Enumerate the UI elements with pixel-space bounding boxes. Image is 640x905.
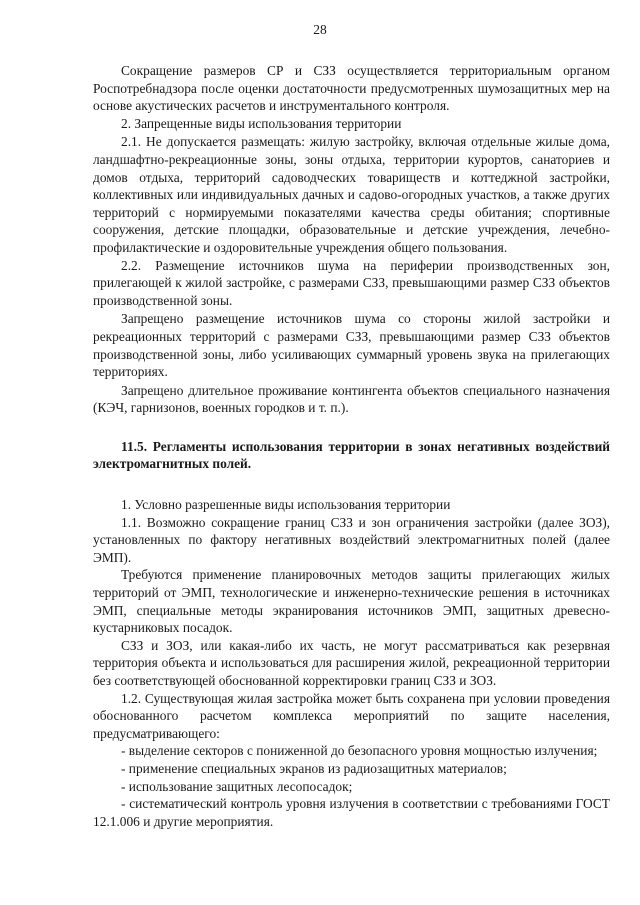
page-number: 28: [313, 22, 327, 37]
paragraph: СЗЗ и ЗОЗ, или какая-либо их часть, не могут рассматриваться как резервная территория объекта и использоваться для расширения жилой, рекреационной территории без соответствующей обоснованной корректировки границ СЗЗ и ЗОЗ.: [93, 637, 610, 688]
paragraph: 2.1. Не допускается размещать: жилую застройку, включая отдельные жилые дома, ландшафтно-рекреационные зоны, зоны отдыха, территории курортов, санаториев и домов отдыха, территорий садоводческих товариществ и коттеджной застройки, коллективных или индивидуальных дачных и садово-огородных участков, а также других территорий с нормируемыми показателями качества среды обитания; спортивные сооружения, детские площадки, образовательные и детские учреждения, лечебно-профилактические и оздоровительные учреждения общего пользования.: [93, 134, 610, 255]
paragraph: Требуются применение планировочных методов защиты прилегающих жилых территорий от ЭМП, технологические и инженерно-технические решения в источниках ЭМП, специальные методы экранирования источников ЭМП, защитных древесно-кустарниковых посадок.: [93, 567, 610, 636]
list-item: - использование защитных лесопосадок;: [121, 778, 353, 794]
section-heading: 11.5. Регламенты использования территории в зонах негативных воздействий электромагнитных полей.: [93, 438, 610, 472]
paragraph: Запрещено длительное проживание контингента объектов специального назначения (КЭЧ, гарнизонов, военных городков и т. п.).: [93, 382, 610, 416]
paragraph: Запрещено размещение источников шума со стороны жилой застройки и рекреационных территорий с размерами СЗЗ, превышающими размер СЗЗ объектов производственной зоны, либо усиливающих суммарный уровень звука на прилегающих территориях.: [93, 311, 610, 380]
list-item: - систематический контроль уровня излучения в соответствии с требованиями ГОСТ 12.1.006 и другие мероприятия.: [93, 796, 610, 829]
paragraph: Сокращение размеров СР и СЗЗ осуществляется территориальным органом Роспотребнадзора после оценки достаточности предусмотренных шумозащитных мер на основе акустических расчетов и инструментального контроля.: [93, 63, 610, 114]
paragraph: 2.2. Размещение источников шума на периферии производственных зон, прилегающей к жилой застройке, с размерами СЗЗ, превышающими размер СЗЗ объектов производственной зоны.: [93, 257, 610, 308]
paragraph: 2. Запрещенные виды использования территории: [121, 115, 402, 131]
list-item: - применение специальных экранов из радиозащитных материалов;: [121, 760, 507, 776]
paragraph: 1.1. Возможно сокращение границ СЗЗ и зон ограничения застройки (далее ЗОЗ), установленных по фактору негативных воздействий электромагнитных полей (далее ЭМП).: [93, 514, 610, 565]
list-item: - выделение секторов с пониженной до безопасного уровня мощностью излучения;: [121, 743, 598, 759]
paragraph: 1. Условно разрешенные виды использования территории: [121, 497, 451, 513]
paragraph: 1.2. Существующая жилая застройка может быть сохранена при условии проведения обоснованного расчетом комплекса мероприятий по защите населения, предусматривающего:: [93, 690, 610, 741]
document-body: [93, 62, 610, 830]
